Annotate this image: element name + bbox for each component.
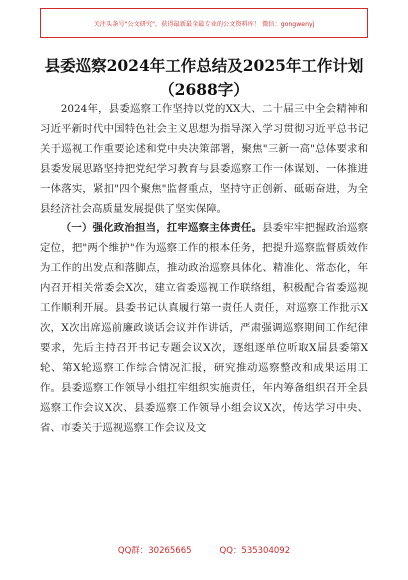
paragraph-intro-text: 2024年，县委巡察工作坚持以党的XX大、二十届三中全会精神和习近平新时代中国特色社会主义思想为指导深入学习贯彻习近平总书记关于巡视工作重要论述和党中央决策部署，聚焦"三新一高"总体要求和县委发展思路坚持把党纪学习教育与县委巡察工作一体谋划、一体推进一体落实，紧扣"四个聚焦"监督重点，坚持守正创新、砥砺奋进，为全县经济社会高质量发展提供了坚实保障。 <box>40 103 368 215</box>
paragraph-section-1 <box>40 219 368 438</box>
paragraph-intro <box>40 100 368 219</box>
paragraph-section-1-text: 县委牢牢把握政治巡察定位，把"两个维护"作为巡察工作的根本任务，把提升巡察监督质效作为工作的出发点和落脚点，推动政治巡察具体化、精准化、常态化，年内召开相关常委会X次，建立省委巡视工作联络组，积极配合省委巡视工作顺利开展。县委书记认真履行第一责任人责任，对巡察工作批示X次，X次出席巡前廉政谈话会议并作讲话，严肃强调巡察期间工作纪律要求，先后主持召开书记专题会议X次，逐组逐单位听取X届县委第X轮、第X轮巡察工作综合情况汇报，研究推动巡察整改和成果运用工作。县委巡察工作领导小组扛牢组织实施责任，年内筹备组织召开全县巡察工作会议X次、县委巡察工作领导小组会议X次，传达学习中央、省、市委关于巡视巡察工作会议及文 <box>40 222 368 434</box>
document-body <box>40 100 368 438</box>
qq-contact-number: QQ：535304092 <box>219 546 291 556</box>
document-title: 县委巡察2024年工作总结及2025年工作计划（2688字） <box>44 56 364 99</box>
promo-banner <box>40 8 368 38</box>
contact-footer <box>40 540 368 560</box>
section-heading-1: （一）强化政治担当，扛牢巡察主体责任。 <box>60 222 263 235</box>
qq-group-number: QQ群：30265665 <box>117 546 192 556</box>
promo-banner-text: 关注头条号"公文研究"，获得最新最全最专业的公文资料库！ 微信：gongwenyj <box>93 20 315 28</box>
